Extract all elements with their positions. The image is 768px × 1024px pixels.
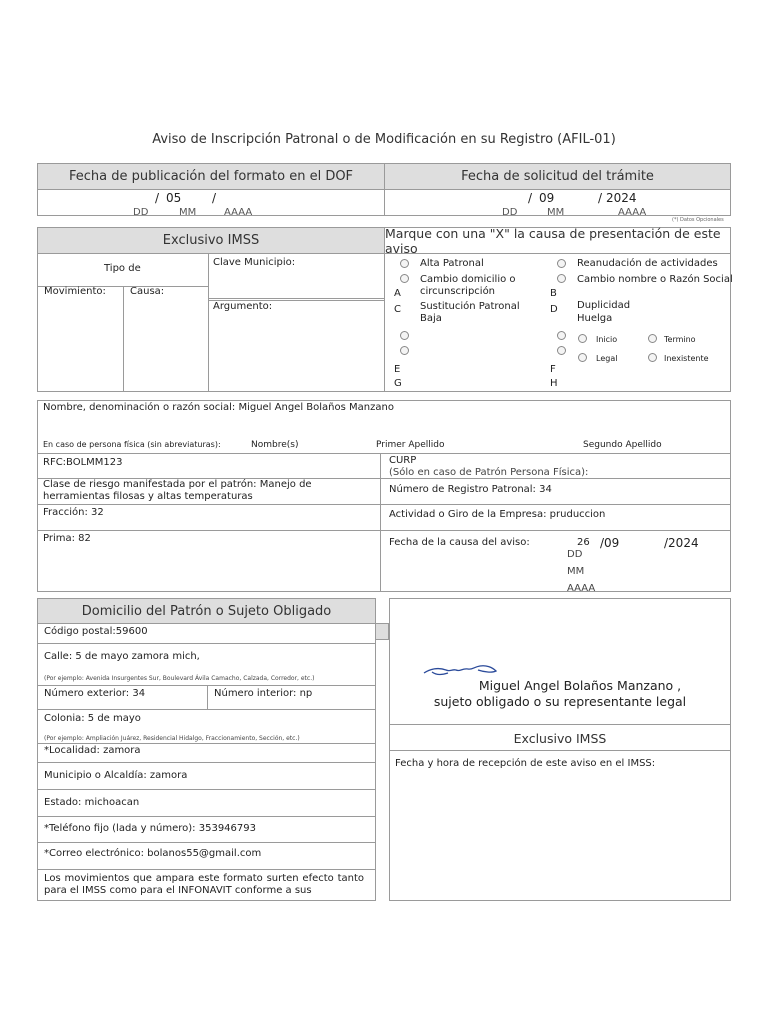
municipio-value: Municipio o Alcaldía: zamora xyxy=(44,770,188,781)
firma-nombre: Miguel Angel Bolaños Manzano , xyxy=(478,678,682,693)
riesgo-value: Manejo de herramientas filosas y altas temperaturas xyxy=(43,479,312,502)
dof-slash-2: / xyxy=(212,191,217,205)
option-h-radio-2[interactable] xyxy=(557,346,566,355)
termino-radio[interactable] xyxy=(648,334,657,343)
primer-apellido-label: Primer Apellido xyxy=(376,440,445,450)
solicitud-dd-label: DD xyxy=(502,207,518,218)
letter-d: D xyxy=(550,304,558,315)
reanudacion-radio[interactable] xyxy=(557,259,566,268)
fecha-causa-day: 26 xyxy=(577,537,590,548)
reanudacion-label: Reanudación de actividades xyxy=(577,258,718,269)
letter-h: H xyxy=(550,378,558,389)
prima-value: Prima: 82 xyxy=(43,533,91,544)
movimientos-text: Los movimientos que ampara este formato surten efecto tanto para el IMSS como para el INFONAVIT conforme a sus xyxy=(44,873,364,896)
actividad-value: Actividad o Giro de la Empresa: pruduccion xyxy=(389,509,606,520)
fecha-dd-label: DD xyxy=(567,549,583,560)
letter-a: A xyxy=(394,288,401,299)
option-f-radio-1[interactable] xyxy=(557,331,566,340)
legal-radio[interactable] xyxy=(578,353,587,362)
domicilio-header: Domicilio del Patrón o Sujeto Obligado xyxy=(37,598,376,624)
causa-header: Marque con una "X" la causa de presentación de este aviso xyxy=(384,227,731,254)
alta-label: Alta Patronal xyxy=(420,258,484,269)
letter-b: B xyxy=(550,288,557,299)
recepcion-label: Fecha y hora de recepción de este aviso en el IMSS: xyxy=(395,758,656,769)
inicio-radio[interactable] xyxy=(578,334,587,343)
termino-label: Termino xyxy=(664,335,696,344)
nombre-label-text: Nombre, denominación o razón social: xyxy=(43,402,236,413)
causa-label: Causa: xyxy=(130,286,165,297)
dof-month: 05 xyxy=(166,191,182,205)
fecha-causa-month: /09 xyxy=(600,536,620,550)
fecha-causa-label: Fecha de la causa del aviso: xyxy=(389,537,530,548)
fecha-causa-year: /2024 xyxy=(664,536,699,550)
argumento-label: Argumento: xyxy=(213,301,273,312)
estado-value: Estado: michoacan xyxy=(44,797,140,808)
localidad-value: *Localidad: zamora xyxy=(44,745,141,756)
letter-g: G xyxy=(394,378,402,389)
cambio-nombre-radio[interactable] xyxy=(557,274,566,283)
letter-e: E xyxy=(394,364,401,375)
nombre-value: Miguel Angel Bolaños Manzano xyxy=(238,402,394,413)
cambio-domicilio-radio[interactable] xyxy=(400,274,409,283)
riesgo-label xyxy=(43,479,373,503)
nombre-label xyxy=(43,402,394,413)
exclusivo-imss-header: Exclusivo IMSS xyxy=(37,227,385,254)
firma-exclusivo-imss: Exclusivo IMSS xyxy=(513,731,607,746)
correo-value: *Correo electrónico: bolanos55@gmail.com xyxy=(44,848,262,859)
colonia-value: Colonia: 5 de mayo xyxy=(44,713,141,724)
option-e-radio-1[interactable] xyxy=(400,331,409,340)
curp-note: (Sólo en caso de Patrón Persona Física): xyxy=(389,467,589,478)
num-ext-value: Número exterior: 34 xyxy=(44,688,146,699)
solicitud-month: 09 xyxy=(539,191,555,205)
dof-header: Fecha de publicación del formato en el DOF xyxy=(37,163,385,190)
segundo-apellido-label: Segundo Apellido xyxy=(583,440,662,450)
telefono-value: *Teléfono fijo (lada y número): 353946793 xyxy=(44,823,256,834)
sustitucion-label: Sustitución Patronal Baja xyxy=(420,301,520,324)
letter-c: C xyxy=(394,304,401,315)
fecha-aaaa-label: AAAA xyxy=(567,583,596,594)
cambio-nombre-label: Cambio nombre o Razón Social xyxy=(577,274,733,285)
calle-value: Calle: 5 de mayo zamora mich, xyxy=(44,651,200,662)
solicitud-mm-label: MM xyxy=(547,207,565,218)
optional-note: (*) Datos Opcionales xyxy=(672,217,724,223)
curp-label: CURP xyxy=(389,455,417,466)
dof-dd-label: DD xyxy=(133,207,149,218)
solicitud-aaaa-label: AAAA xyxy=(618,207,647,218)
cp-value: Código postal:59600 xyxy=(44,626,148,637)
fraccion-value: Fracción: 32 xyxy=(43,507,104,518)
letter-f: F xyxy=(550,364,556,375)
fecha-mm-label: MM xyxy=(567,566,585,577)
solicitud-slash-1: / xyxy=(528,191,533,205)
legal-label: Legal xyxy=(596,354,618,363)
solicitud-year: 2024 xyxy=(606,191,637,205)
clave-municipio-label: Clave Municipio: xyxy=(213,257,296,268)
inexistente-label: Inexistente xyxy=(664,354,709,363)
duplicidad-label: Duplicidad xyxy=(577,300,631,311)
persona-fisica-label: En caso de persona física (sin abreviaturas): xyxy=(43,440,221,449)
calle-example: (Por ejemplo: Avenida Insurgentes Sur, Boulevard Ávila Camacho, Calzada, Corredor, etc.) xyxy=(44,675,315,682)
dof-aaaa-label: AAAA xyxy=(224,207,253,218)
huelga-label: Huelga xyxy=(577,313,613,324)
inicio-label: Inicio xyxy=(596,335,618,344)
riesgo-label-text: Clase de riesgo manifestada por el patrón: xyxy=(43,479,257,490)
nombres-label: Nombre(s) xyxy=(251,440,299,450)
page-title: Aviso de Inscripción Patronal o de Modificación en su Registro (AFIL-01) xyxy=(152,132,616,147)
solicitud-header: Fecha de solicitud del trámite xyxy=(384,163,731,190)
inexistente-radio[interactable] xyxy=(648,353,657,362)
dof-slash-1: / xyxy=(155,191,160,205)
option-g-radio-2[interactable] xyxy=(400,346,409,355)
domicilio-tab-marker xyxy=(375,623,389,640)
solicitud-slash-2: / xyxy=(598,191,603,205)
tipo-de-label: Tipo de xyxy=(104,263,141,274)
registro-value: Número de Registro Patronal: 34 xyxy=(389,484,552,495)
num-int-value: Número interior: np xyxy=(214,688,313,699)
exclusivo-imss-body xyxy=(37,253,385,392)
movimiento-label: Movimiento: xyxy=(44,286,106,297)
colonia-example: (Por ejemplo: Ampliación Juárez, Residencial Hidalgo, Fraccionamiento, Sección, etc.) xyxy=(44,735,300,742)
cambio-domicilio-label: Cambio domicilio o circunscripción xyxy=(420,274,516,297)
rfc-value: RFC:BOLMM123 xyxy=(43,457,123,468)
firma-cargo: sujeto obligado o su representante legal xyxy=(433,694,687,709)
alta-radio[interactable] xyxy=(400,259,409,268)
dof-mm-label: MM xyxy=(179,207,197,218)
signature-icon xyxy=(422,663,504,679)
dof-date-box xyxy=(37,189,385,216)
